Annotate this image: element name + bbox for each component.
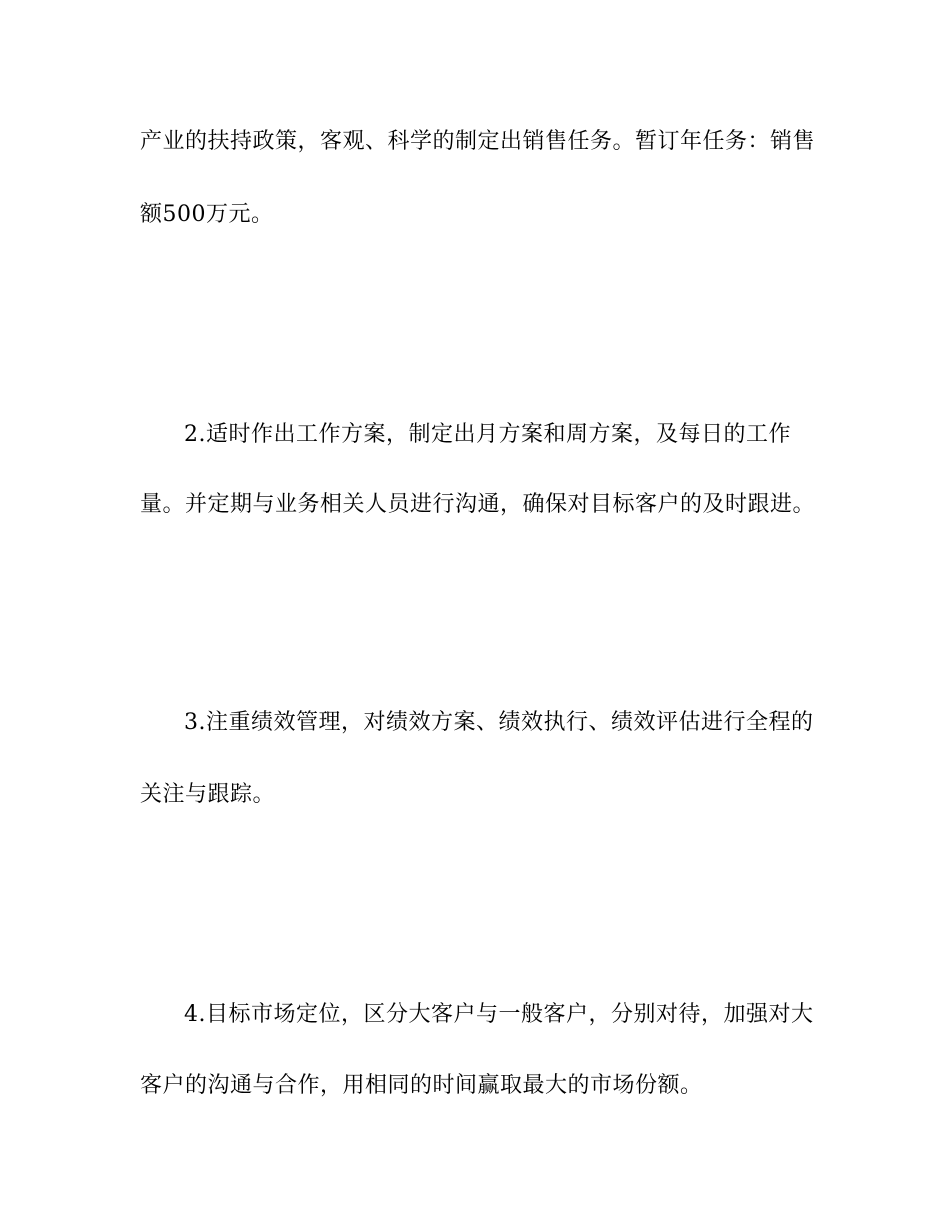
- paragraph-3-line-1: 3.注重绩效管理，对绩效方案、绩效执行、绩效评估进行全程的: [184, 710, 814, 735]
- paragraph-1-line-2: 额500万元。: [140, 202, 274, 227]
- paragraph-2-line-1: 2.适时作出工作方案，制定出月方案和周方案，及每日的工作: [184, 422, 791, 447]
- paragraph-3-line-2: 关注与跟踪。: [140, 782, 276, 807]
- paragraph-2-line-2: 量。并定期与业务相关人员进行沟通，确保对目标客户的及时跟进。: [140, 492, 816, 517]
- paragraph-1-line-1: 产业的扶持政策，客观、科学的制定出销售任务。暂订年任务：销售: [140, 129, 816, 154]
- paragraph-4-line-1: 4.目标市场定位，区分大客户与一般客户，分别对待，加强对大: [184, 1002, 814, 1027]
- paragraph-4-line-2: 客户的沟通与合作，用相同的时间赢取最大的市场份额。: [140, 1073, 703, 1098]
